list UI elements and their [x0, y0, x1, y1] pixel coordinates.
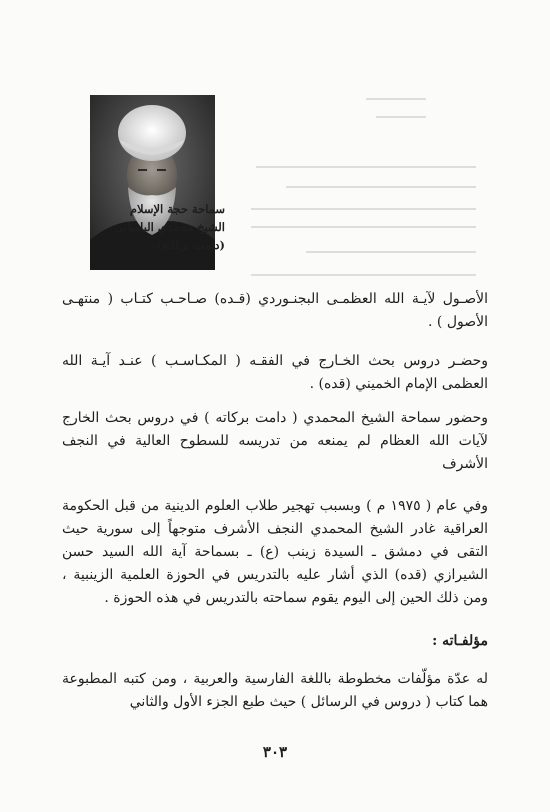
paragraph-3: وحضور سماحة الشيخ المحمدي ( دامت بركاته ) في دروس بحث الخارج لآيات الله العظام لم يمنعه من تدريسه للسطوح العالية في النجف الأشرف: [62, 410, 488, 472]
photo-caption: [65, 200, 225, 254]
paragraph-2: وحضـر دروس بحث الخـارج في الفقـه ( المكـاسـب ) عنـد آيـة الله العظمى الإمام الخميني (قده) .: [62, 353, 488, 392]
paragraph-1: الأصـول لآيـة الله العظمـى البجنـوردي (قـده) صـاحـب كتـاب ( منتهـى الأصول ) .: [62, 291, 488, 330]
paragraph-4: وفي عام ( ١٩٧٥ م ) وبسبب تهجير طلاب العلوم الدينية من قبل الحكومة العراقية غادر الشيخ المحمدي النجف الأشرف متوجهاً إلى سورية حيث التقى في دمشق ـ السيدة زينب (ع) ـ بسماحة آية الله السيد حسن الشيرازي (قده) الذي أشار عليه بالتدريس في الحوزة العلمية الزينبية ، ومن ذلك الحين إلى اليوم يقوم سماحته بالتدريس في هذه الحوزة .: [62, 498, 488, 606]
bleed-through-shadow: [246, 86, 486, 316]
caption-line-honorific: (دامت بركاته).: [152, 238, 225, 252]
paragraph-5: له عدّة مؤلّفات مخطوطة باللغة الفارسية والعربية ، ومن كتبه المطبوعة هما كتاب ( دروس في الرسائل ) حيث طبع الجزء الأول والثاني: [62, 671, 488, 710]
section-heading: مؤلفـاته :: [432, 633, 488, 649]
caption-line-title: سماحة حجة الإسلام: [129, 202, 225, 216]
page-number: ٣٠٣: [262, 743, 288, 761]
caption-line-name: الشيخ محمدي الباميانی: [114, 220, 225, 234]
